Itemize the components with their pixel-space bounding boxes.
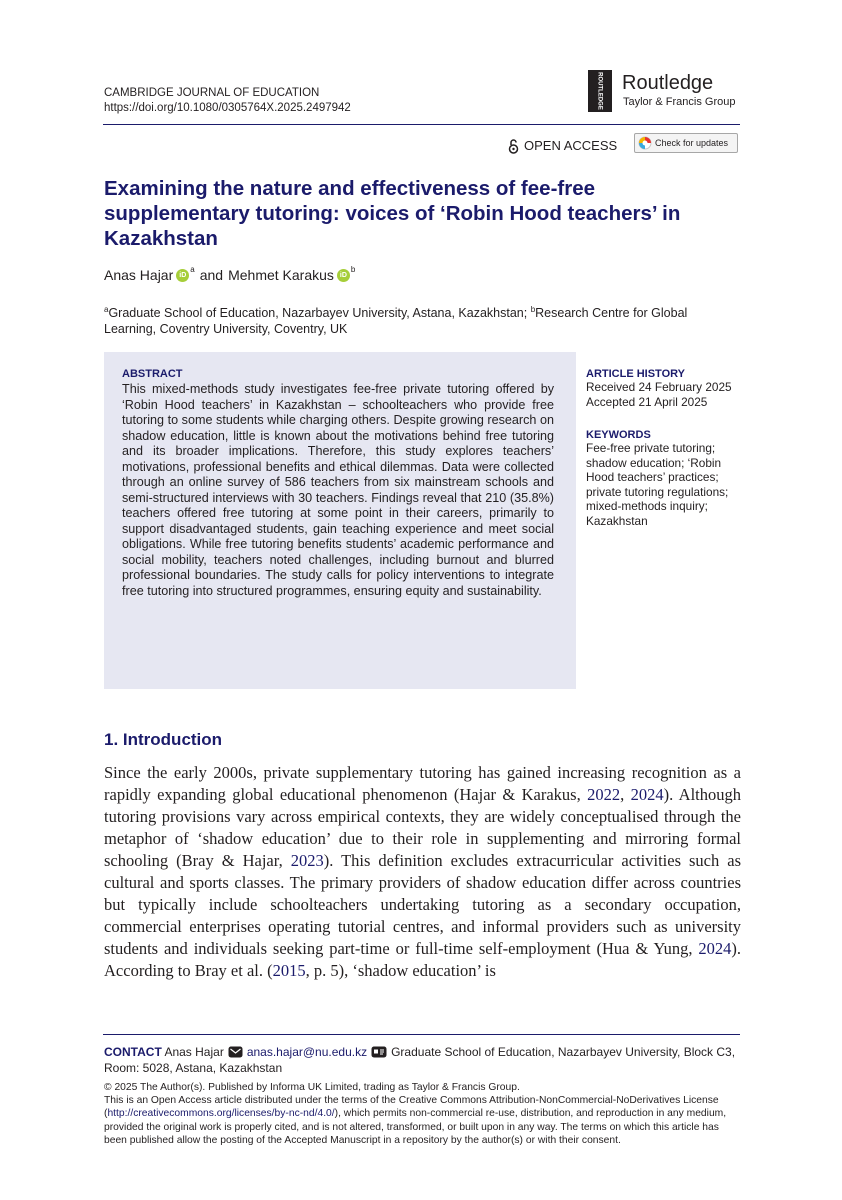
license-text — [104, 1094, 744, 1147]
article-history-heading: ARTICLE HISTORY — [586, 368, 686, 380]
citation-link[interactable]: 2023 — [290, 851, 324, 870]
open-lock-icon — [508, 139, 519, 154]
affiliation-marker: b — [530, 305, 536, 314]
citation-link[interactable]: 2022 — [587, 785, 621, 804]
affiliation-marker: a — [104, 305, 109, 314]
abstract-heading: ABSTRACT — [122, 368, 183, 380]
abstract-text: This mixed-methods study investigates fee-free private tutoring offered by ‘Robin Hood teachers’ in Kazakhstan – schoolteachers who provide free tutoring to some students while charging others. Despite growing research on shadow education, little is known about the motivations behind free tutoring and its broader implications. Therefore, this study explores teachers’ motivations, professional benefits and ethical dilemmas. Data were collected through an online survey of 586 teachers from six mainstream schools and semi-structured interviews with 30 teachers. Findings reveal that 210 (35.8%) teachers offered free tutoring at some point in their careers, primarily to support disadvantaged students, gain teaching experience and meet social obligations. While free tutoring benefits students’ academic performance and social mobility, teachers noted challenges, including burnout and blurred professional boundaries. The study calls for policy interventions to integrate free tutoring into structured programmes, ensuring equity and sustainability. — [122, 382, 554, 598]
routledge-mark-text: ROUTLEDGE — [596, 72, 603, 110]
received-date: Received 24 February 2025 — [586, 380, 732, 394]
routledge-mark-icon — [588, 70, 612, 112]
contact-email[interactable]: anas.hajar@nu.edu.kz — [246, 1045, 368, 1059]
open-access-label: OPEN ACCESS — [524, 138, 618, 153]
license-text-part: ), which permits non-commercial re-use, distribution, and reproduction in any medium, provided the original work is properly cited, and is not altered, transformed, or built upon in any way. The terms on which this article has been published allow the posting of the Accepted Manuscript in a repository by the author(s) or with their consent. — [104, 1108, 727, 1146]
journal-name: CAMBRIDGE JOURNAL OF EDUCATION — [104, 87, 320, 99]
keywords-section — [586, 429, 742, 528]
check-updates-label: Check for updates — [655, 138, 729, 148]
intro-paragraph — [104, 762, 741, 982]
publisher-name: Routledge — [622, 72, 714, 94]
article-history — [586, 368, 746, 409]
doi-link[interactable]: https://doi.org/10.1080/0305764X.2025.2497942 — [104, 102, 351, 114]
author-conjunction: and — [199, 267, 224, 283]
keywords-list: Fee-free private tutoring; shadow education; ‘Robin Hood teachers’ practices; private tutoring regulations; mixed-methods inquiry; Kazakhstan — [586, 441, 729, 528]
intro-text: ). According to Bray et al. ( — [104, 939, 741, 980]
crossmark-icon — [638, 136, 652, 150]
copyright-notice — [104, 1081, 744, 1147]
contact-name: Anas Hajar — [164, 1045, 224, 1059]
orcid-icon[interactable]: iD — [176, 269, 189, 282]
citation-link[interactable]: 2024 — [630, 785, 664, 804]
affiliation-a: Graduate School of Education, Nazarbayev University, Astana, Kazakhstan; — [108, 306, 531, 321]
license-text-part: This is an Open Access article distributed under the terms of the Creative Commons Attribution-NonCommercial-NoDerivatives License ( — [104, 1095, 719, 1120]
license-link[interactable]: http://creativecommons.org/licenses/by-nc-nd/4.0/ — [107, 1108, 335, 1120]
orcid-icon[interactable]: iD — [337, 269, 350, 282]
contact-line — [104, 1045, 744, 1076]
section-heading: 1. Introduction — [104, 730, 223, 749]
accepted-date: Accepted 21 April 2025 — [586, 394, 708, 409]
copyright-line: © 2025 The Author(s). Published by Informa UK Limited, trading as Taylor & Francis Group. — [104, 1082, 520, 1093]
address-icon — [371, 1046, 387, 1058]
citation-link[interactable]: 2015 — [272, 961, 306, 980]
intro-text: ). This definition excludes extracurricular activities such as cultural and sports classes. The primary providers of shadow education differ across countries but typically include schoolteachers undertaking tutoring as a secondary occupation, commercial enterprises operating tutorial centres, and informal providers such as university students and individuals seeking part-time or full-time self-employment (Hua & Yung, — [104, 851, 742, 958]
contact-label: CONTACT — [104, 1045, 162, 1059]
author-affiliation-marker: b — [350, 265, 356, 274]
author-affiliation-marker: a — [190, 265, 195, 274]
article-title: Examining the nature and effectiveness of fee-free supplementary tutoring: voices of ‘Robin Hood teachers’ in Kazakhstan — [104, 177, 681, 250]
intro-text: , — [620, 785, 631, 804]
header-rule — [103, 124, 740, 125]
check-updates-button[interactable] — [634, 133, 738, 153]
open-access-badge — [508, 137, 617, 155]
intro-text: , p. 5), ‘shadow education’ is — [305, 961, 496, 980]
journal-header — [104, 86, 351, 116]
affiliation-b: Research Centre for Global Learning, Coventry University, Coventry, UK — [104, 306, 688, 337]
intro-text: Since the early 2000s, private supplementary tutoring has gained increasing recognition as a rapidly expanding global educational phenomenon (Hajar & Karakus, — [104, 763, 741, 804]
keywords-heading: KEYWORDS — [586, 429, 651, 441]
author-name[interactable]: Mehmet Karakus — [228, 267, 334, 283]
footer-rule — [103, 1034, 740, 1035]
author-line — [104, 266, 355, 284]
intro-text: ). Although tutoring provisions vary across empirical contexts, they are widely conceptualised through the metaphor of ‘shadow education’ due to their role in supplementing and mirroring formal schooling (Bray & Hajar, — [104, 785, 742, 870]
citation-link[interactable]: 2024 — [698, 939, 732, 958]
author-name[interactable]: Anas Hajar — [104, 267, 174, 283]
email-icon — [228, 1046, 243, 1058]
contact-address: Graduate School of Education, Nazarbayev University, Block C3, Room: 5028, Astana, Kazakhstan — [104, 1045, 736, 1075]
affiliations — [104, 302, 734, 337]
publisher-group: Taylor & Francis Group — [623, 96, 736, 108]
